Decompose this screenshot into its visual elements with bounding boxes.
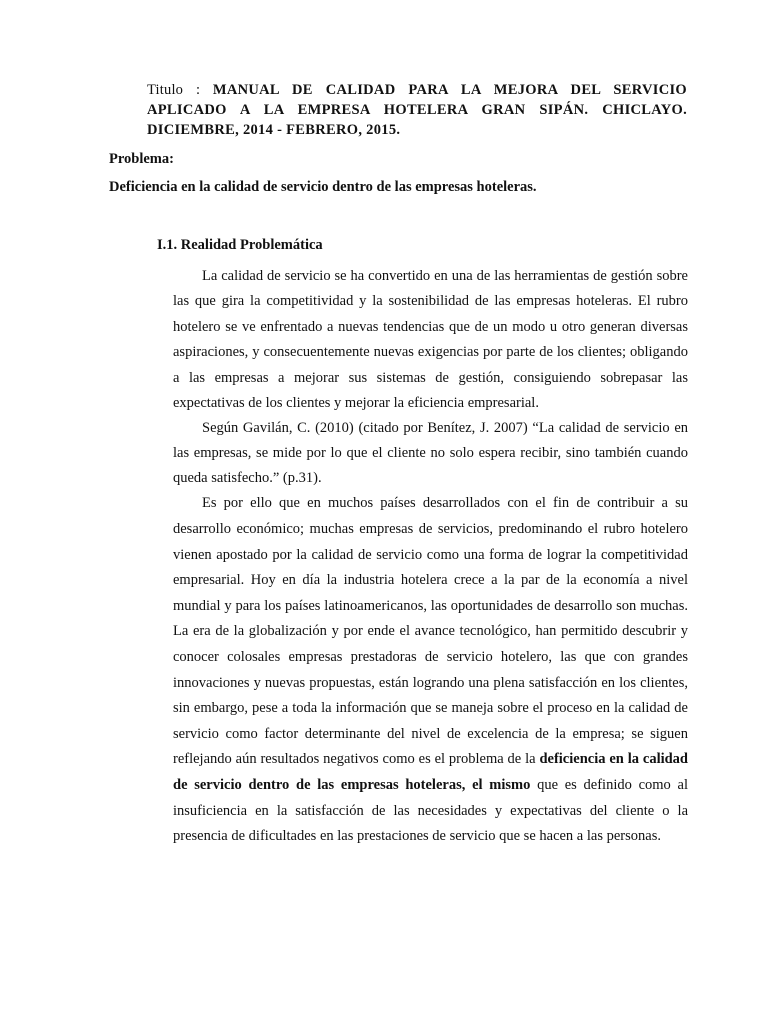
section-heading: I.1. Realidad Problemática [157, 237, 323, 253]
document-title: MANUAL DE CALIDAD PARA LA MEJORA DEL SERVICIO APLICADO A LA EMPRESA HOTELERA GRAN SIPÁN. CHICLAYO. DICIEMBRE, 2014 - FEBRERO, 2015. [147, 82, 688, 138]
document-title-block [147, 80, 687, 140]
paragraph-3 [173, 491, 688, 849]
paragraph-3-emphasis: deficiencia en la calidad de servicio dentro de las empresas hoteleras, el mismo [173, 751, 688, 793]
problema-statement: Deficiencia en la calidad de servicio dentro de las empresas hoteleras. [109, 179, 537, 195]
paragraph-3-start: Es por ello que en muchos países desarrollados con el fin de contribuir a su desarrollo económico; muchas empresas de servicios, predominando el rubro hotelero vienen apostado por la calidad de servicio como una forma de lograr la competitividad empresarial. Hoy en día la industria hotelera crece a la par de la economía a nivel mundial y para los países latinoamericanos, las oportunidades de desarrollo son muchas. La era de la globalización y por ende el avance tecnológico, han permitido descubrir y conocer colosales empresas prestadoras de servicio hotelero, las que con grandes innovaciones y nuevas propuestas, están logrando una plena satisfacción en los clientes, sin embargo, pese a toda la información que se maneja sobre el proceso en la calidad de servicio como factor determinante del nivel de excelencia de la empresa; se siguen reflejando aún resultados negativos como es el problema de la [173, 495, 688, 768]
paragraph-2: Según Gavilán, C. (2010) (citado por Benítez, J. 2007) “La calidad de servicio en las empresas, se mide por lo que el cliente no solo espera recibir, sino también cuando queda satisfecho.” (p.31). [173, 420, 688, 487]
problema-label: Problema: [109, 151, 174, 167]
paragraph-3-end: que es definido como al insuficiencia en la satisfacción de las necesidades y expectativas del cliente o la presencia de dificultades en las prestaciones de servicio que se hacen a las personas. [173, 776, 689, 845]
paragraph-1: La calidad de servicio se ha convertido en una de las herramientas de gestión sobre las que gira la competitividad y la sostenibilidad de las empresas hoteleras. El rubro hotelero se ve enfrentado a nuevas tendencias que de un modo u otro generan diversas aspiraciones, y consecuentemente nuevas exigencias por parte de los clientes; obligando a las empresas a mejorar sus sistemas de gestión, consiguiendo sobrepasar las expectativas de los clientes y mejorar la eficiencia empresarial. [173, 268, 688, 412]
title-prefix: Titulo : [147, 82, 201, 98]
document-body [173, 264, 688, 850]
